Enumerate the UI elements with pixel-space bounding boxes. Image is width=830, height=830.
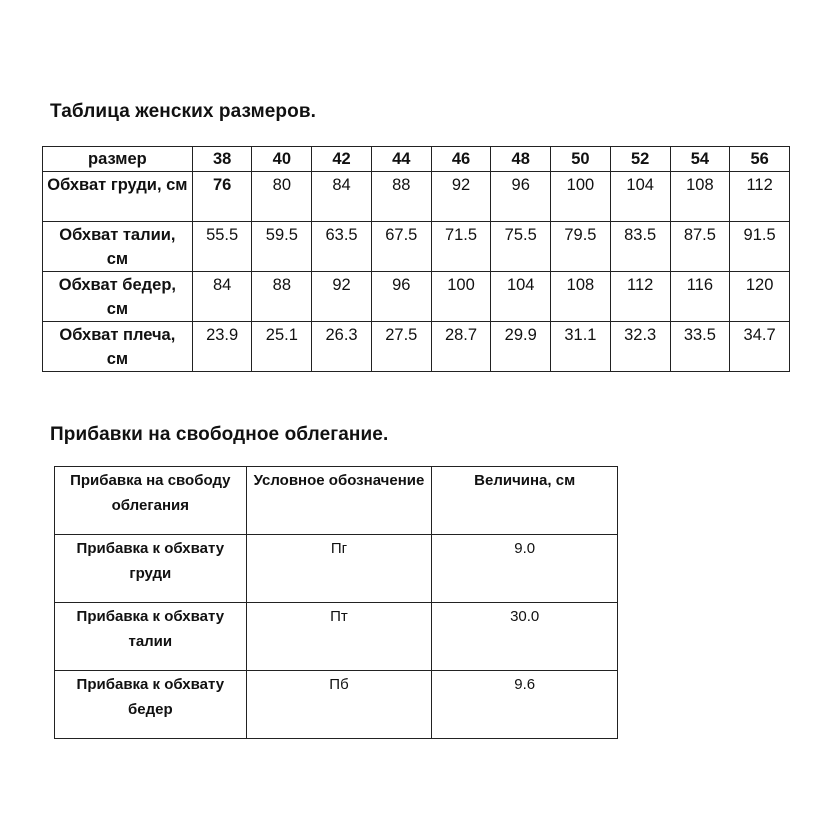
allowance-symbol: Пт [246, 603, 432, 671]
table-cell: 91.5 [730, 222, 790, 272]
table-cell: 100 [431, 272, 491, 322]
table-cell: 112 [610, 272, 670, 322]
table-cell: 25.1 [252, 322, 312, 372]
table-cell: 76 [192, 172, 252, 222]
table-cell: 26.3 [312, 322, 372, 372]
allowance-value: 9.0 [432, 535, 618, 603]
allowance-table [54, 466, 618, 739]
table-row [55, 535, 618, 603]
size-header-cell: 54 [670, 147, 730, 172]
table-cell: 32.3 [610, 322, 670, 372]
table-cell: 67.5 [371, 222, 431, 272]
size-header-cell: 42 [312, 147, 372, 172]
allowance-header-cell: Прибавка на свободу облегания [55, 467, 247, 535]
table-cell: 84 [192, 272, 252, 322]
table-cell: 84 [312, 172, 372, 222]
table-cell: 28.7 [431, 322, 491, 372]
table-cell: 112 [730, 172, 790, 222]
allowance-name: Прибавка к обхвату бедер [55, 671, 247, 739]
allowance-name: Прибавка к обхвату груди [55, 535, 247, 603]
table-cell: 33.5 [670, 322, 730, 372]
allowance-value: 30.0 [432, 603, 618, 671]
table-cell: 104 [610, 172, 670, 222]
table-cell: 79.5 [551, 222, 611, 272]
allowance-table-title: Прибавки на свободное облегание. [50, 424, 389, 445]
table-cell: 104 [491, 272, 551, 322]
size-header-cell: 48 [491, 147, 551, 172]
table-cell: 27.5 [371, 322, 431, 372]
size-header-cell: 46 [431, 147, 491, 172]
row-label: Обхват груди, см [43, 172, 193, 222]
table-cell: 96 [371, 272, 431, 322]
size-header-row [43, 147, 790, 172]
allowance-header-row [55, 467, 618, 535]
table-cell: 75.5 [491, 222, 551, 272]
size-table [42, 146, 790, 372]
table-cell: 80 [252, 172, 312, 222]
table-row [43, 272, 790, 322]
size-header-cell: 56 [730, 147, 790, 172]
allowance-value: 9.6 [432, 671, 618, 739]
table-cell: 71.5 [431, 222, 491, 272]
table-cell: 92 [312, 272, 372, 322]
table-cell: 55.5 [192, 222, 252, 272]
table-row [55, 671, 618, 739]
table-cell: 83.5 [610, 222, 670, 272]
table-cell: 23.9 [192, 322, 252, 372]
table-cell: 92 [431, 172, 491, 222]
size-header-cell: 40 [252, 147, 312, 172]
row-label: Обхват талии, см [43, 222, 193, 272]
table-row [43, 222, 790, 272]
table-cell: 96 [491, 172, 551, 222]
table-cell: 59.5 [252, 222, 312, 272]
allowance-name: Прибавка к обхвату талии [55, 603, 247, 671]
table-cell: 87.5 [670, 222, 730, 272]
table-cell: 34.7 [730, 322, 790, 372]
table-row [55, 603, 618, 671]
size-header-cell: 52 [610, 147, 670, 172]
table-cell: 108 [551, 272, 611, 322]
table-cell: 100 [551, 172, 611, 222]
allowance-symbol: Пб [246, 671, 432, 739]
size-header-label: размер [43, 147, 193, 172]
size-header-cell: 38 [192, 147, 252, 172]
table-row [43, 172, 790, 222]
table-cell: 108 [670, 172, 730, 222]
row-label: Обхват бедер, см [43, 272, 193, 322]
table-cell: 31.1 [551, 322, 611, 372]
table-cell: 120 [730, 272, 790, 322]
table-cell: 63.5 [312, 222, 372, 272]
table-cell: 116 [670, 272, 730, 322]
size-table-title: Таблица женских размеров. [50, 101, 317, 122]
table-cell: 29.9 [491, 322, 551, 372]
table-cell: 88 [371, 172, 431, 222]
allowance-header-cell: Величина, см [432, 467, 618, 535]
table-row [43, 322, 790, 372]
size-header-cell: 50 [551, 147, 611, 172]
table-cell: 88 [252, 272, 312, 322]
allowance-header-cell: Условное обозначение [246, 467, 432, 535]
allowance-symbol: Пг [246, 535, 432, 603]
row-label: Обхват плеча, см [43, 322, 193, 372]
size-header-cell: 44 [371, 147, 431, 172]
